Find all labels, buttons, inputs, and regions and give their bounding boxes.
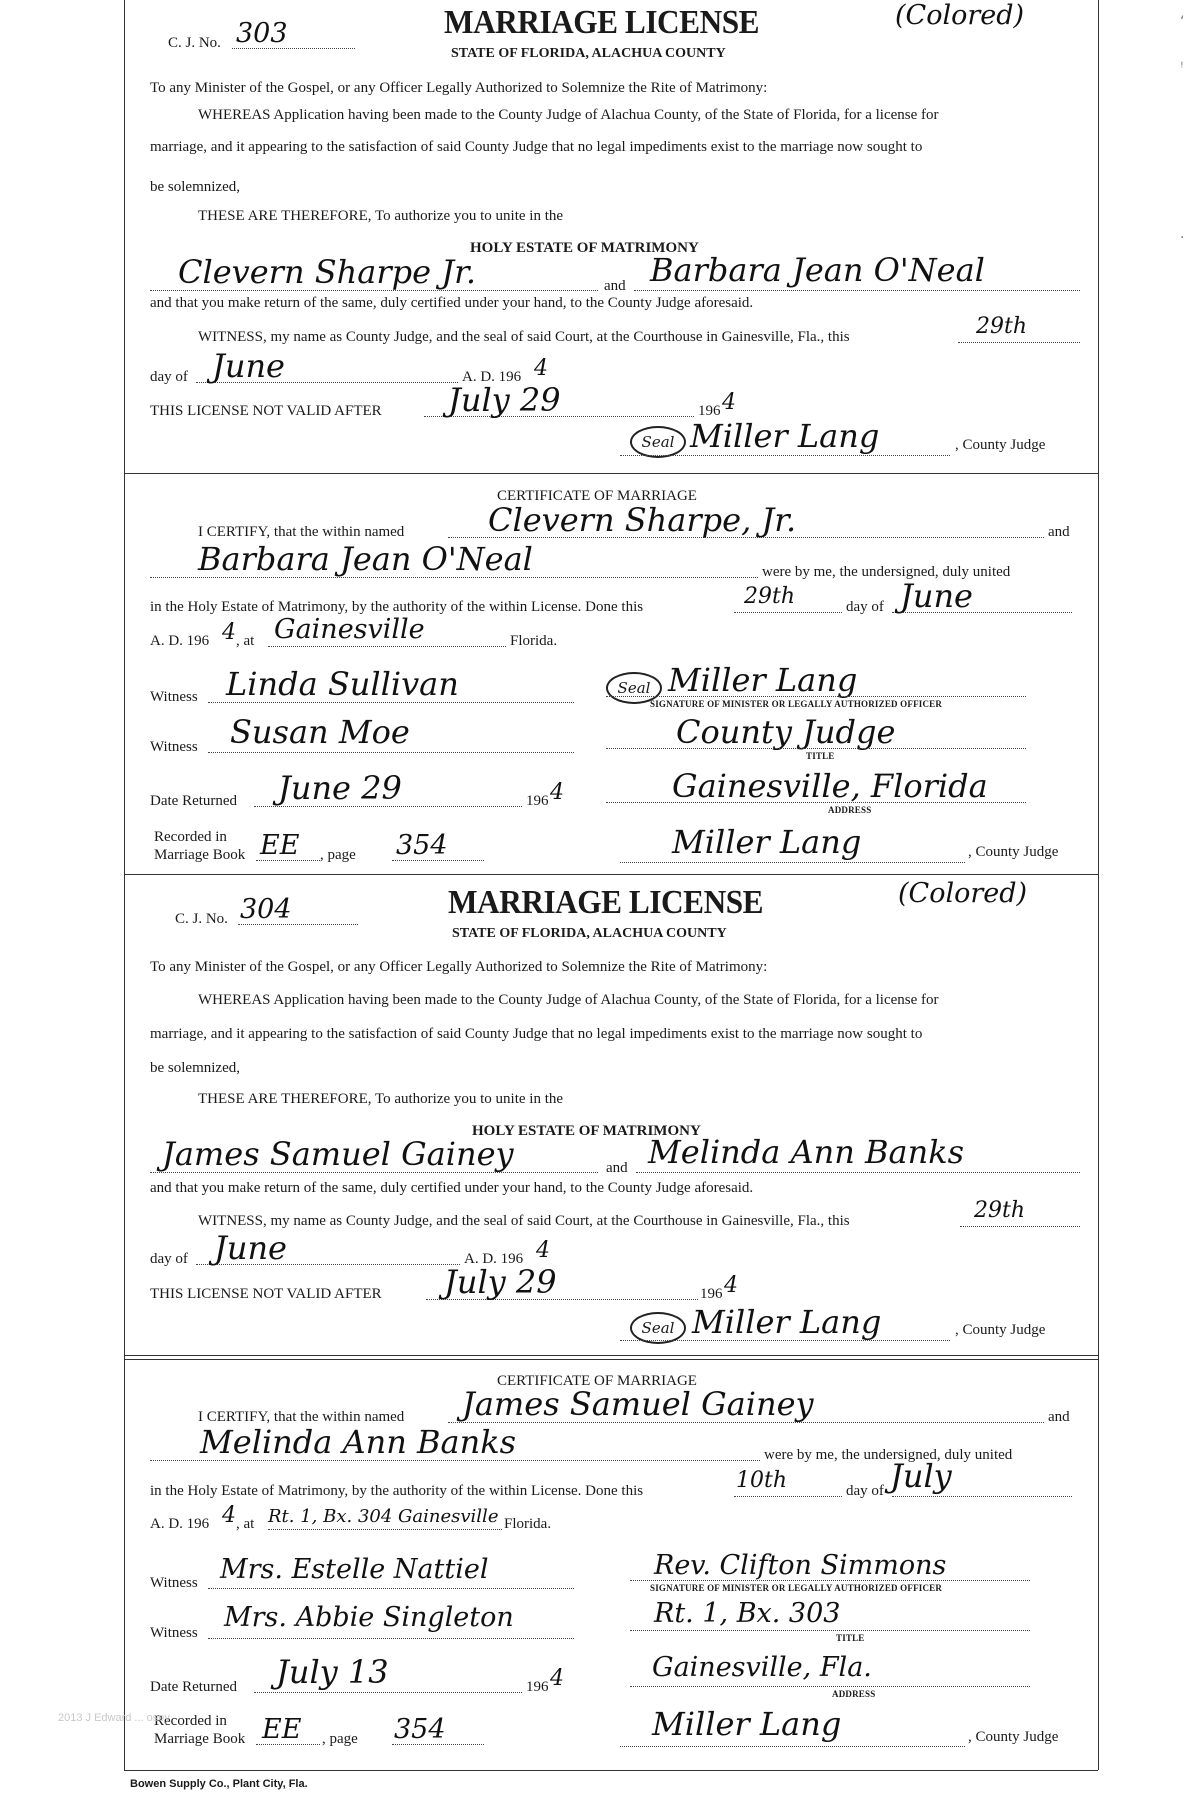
officer-line — [630, 1580, 1030, 1581]
county-judge-label: , County Judge — [955, 437, 1046, 453]
address-caption: ADDRESS — [832, 1689, 876, 1699]
address-line-rule — [630, 1686, 1030, 1687]
page: 354 — [396, 830, 448, 861]
address-line: To any Minister of the Gospel, or any Officer Legally Authorized to Solemnize the Rite of Matrimony: — [150, 80, 768, 96]
certificate-heading: CERTIFICATE OF MARRIAGE — [497, 488, 697, 504]
cert-seal-mark: Seal — [606, 672, 662, 704]
frame-right-border — [1098, 0, 1099, 1770]
done-day-line — [734, 1496, 842, 1497]
united-label: were by me, the undersigned, duly united — [762, 564, 1011, 580]
printer-footer: Bowen Supply Co., Plant City, Fla. — [130, 1778, 308, 1790]
ad-label: A. D. 196 — [462, 369, 522, 385]
license-title: MARRIAGE LICENSE — [448, 884, 764, 921]
done-month: June — [900, 577, 973, 615]
done-day-of-label: day of — [846, 599, 884, 615]
date-returned: June 29 — [278, 769, 402, 807]
bride-name: Barbara Jean O'Neal — [650, 251, 985, 289]
not-valid-year-digit: 4 — [724, 1273, 738, 1298]
whereas-line-1: WHEREAS Application having been made to the County Judge of Alachua County, of the State of Florida, for a license for — [198, 992, 939, 1008]
witness-1-label: Witness — [150, 1575, 198, 1591]
at-label: , at — [236, 633, 255, 649]
date-returned-line — [254, 1692, 522, 1693]
done-day: 29th — [744, 584, 796, 609]
not-valid-date: July 29 — [444, 1263, 557, 1301]
return-line: and that you make return of the same, duly certified under your hand, to the County Judge aforesaid. — [150, 1180, 754, 1196]
officer-signature: Miller Lang — [668, 661, 858, 699]
officer-caption: SIGNATURE OF MINISTER OR LEGALLY AUTHORIZED OFFICER — [650, 699, 943, 709]
cj-label: C. J. No. — [168, 35, 221, 51]
address-value: Gainesville, Florida — [672, 767, 988, 805]
place-line — [268, 646, 506, 647]
groom-name: James Samuel Gainey — [162, 1135, 514, 1173]
witness-month: June — [214, 1229, 287, 1267]
witness-day: 29th — [976, 314, 1028, 339]
ad-year-digit: 4 — [534, 356, 548, 381]
place: Rt. 1, Bx. 304 Gainesville — [268, 1506, 499, 1527]
returned-year-prefix: 196 — [526, 1679, 549, 1695]
cert-groom-name: Clevern Sharpe, Jr. — [488, 501, 797, 539]
whereas-line-1: WHEREAS Application having been made to the County Judge of Alachua County, of the State of Florida, for a license for — [198, 107, 939, 123]
cert-groom-name: James Samuel Gainey — [462, 1385, 814, 1423]
recorded-label-2: Marriage Book — [154, 847, 246, 863]
certify-label: I CERTIFY, that the within named — [198, 524, 405, 540]
cert-bride-name: Barbara Jean O'Neal — [198, 540, 533, 578]
separator-2 — [124, 874, 1098, 875]
witness-day-line — [958, 342, 1080, 343]
not-valid-year-prefix: 196 — [700, 1286, 723, 1302]
recorder-signature: Miller Lang — [672, 823, 862, 861]
officer-line — [606, 696, 1026, 697]
edge-mark-3: · — [1180, 230, 1185, 246]
cert-and-label: and — [1048, 1409, 1070, 1425]
separator-1 — [124, 473, 1098, 474]
book: EE — [260, 830, 300, 861]
witness-line: WITNESS, my name as County Judge, and the seal of said Court, at the Courthouse in Gainesville, Fla., this — [198, 1213, 850, 1229]
book: EE — [262, 1714, 302, 1745]
colored-note: (Colored) — [898, 878, 1028, 909]
seal-mark: Seal — [630, 1312, 686, 1344]
officer-caption: SIGNATURE OF MINISTER OR LEGALLY AUTHORIZED OFFICER — [650, 1583, 943, 1593]
title-value: Rt. 1, Bx. 303 — [654, 1598, 841, 1629]
recorder-line — [620, 1746, 965, 1747]
florida-label: Florida. — [510, 633, 558, 649]
day-of-label: day of — [150, 369, 188, 385]
holy-estate-line: in the Holy Estate of Matrimony, by the authority of the within License. Done this — [150, 599, 644, 615]
return-line: and that you make return of the same, duly certified under your hand, to the County Judge aforesaid. — [150, 295, 754, 311]
whereas-line-2: marriage, and it appearing to the satisfaction of said County Judge that no legal impediments exist to the marriage now sought to — [150, 139, 923, 155]
judge-signature: Miller Lang — [692, 1303, 882, 1341]
not-valid-label: THIS LICENSE NOT VALID AFTER — [150, 403, 382, 419]
witness-2-line — [208, 752, 574, 753]
bride-line — [634, 290, 1080, 291]
recorder-signature: Miller Lang — [652, 1705, 842, 1743]
edge-mark-1: ‘ — [1180, 14, 1185, 30]
ad-year-digit: 4 — [536, 1238, 550, 1263]
judge-signature: Miller Lang — [690, 417, 880, 455]
frame-left-border — [124, 0, 125, 1770]
done-day: 10th — [736, 1468, 788, 1493]
therefore-line: THESE ARE THEREFORE, To authorize you to unite in the — [198, 208, 564, 224]
title-line — [630, 1630, 1030, 1631]
watermark: 2013 J Edward ... osey — [58, 1712, 170, 1724]
judge-line — [620, 1340, 950, 1341]
license-title: MARRIAGE LICENSE — [444, 4, 760, 41]
license-subtitle: STATE OF FLORIDA, ALACHUA COUNTY — [451, 46, 726, 61]
recorder-county-judge-label: , County Judge — [968, 844, 1059, 860]
recorded-label-1: Recorded in — [154, 829, 227, 845]
date-returned-label: Date Returned — [150, 793, 238, 809]
whereas-line-2: marriage, and it appearing to the satisfaction of said County Judge that no legal impediments exist to the marriage now sought to — [150, 1026, 923, 1042]
witness-2: Susan Moe — [230, 713, 410, 751]
officer-signature: Rev. Clifton Simmons — [654, 1550, 947, 1581]
cj-number: 304 — [240, 894, 292, 925]
date-returned: July 13 — [276, 1653, 389, 1691]
title-caption: TITLE — [806, 751, 835, 761]
cj-label: C. J. No. — [175, 911, 228, 927]
address-value: Gainesville, Fla. — [652, 1652, 872, 1683]
united-label: were by me, the undersigned, duly united — [764, 1447, 1013, 1463]
recorder-county-judge-label: , County Judge — [968, 1729, 1059, 1745]
witness-2-line — [208, 1638, 574, 1639]
not-valid-year-digit: 4 — [722, 390, 736, 415]
seal-mark: Seal — [630, 426, 686, 458]
witness-month: June — [212, 347, 285, 385]
address-caption: ADDRESS — [828, 805, 872, 815]
done-day-of-label: day of — [846, 1483, 884, 1499]
holy-estate-heading: HOLY ESTATE OF MATRIMONY — [470, 240, 699, 256]
place: Gainesville — [274, 614, 425, 645]
place-line — [268, 1529, 502, 1530]
address-line: To any Minister of the Gospel, or any Officer Legally Authorized to Solemnize the Rite of Matrimony: — [150, 959, 768, 975]
groom-name: Clevern Sharpe Jr. — [178, 253, 477, 291]
cert-and-label: and — [1048, 524, 1070, 540]
not-valid-date: July 29 — [448, 381, 561, 419]
page-label: , page — [320, 847, 356, 863]
cert-ad-year-digit: 4 — [222, 1503, 236, 1528]
done-month-line — [892, 1496, 1072, 1497]
recorded-label-1: Recorded in — [154, 1713, 227, 1729]
returned-year-digit: 4 — [550, 780, 564, 805]
bride-name: Melinda Ann Banks — [648, 1133, 965, 1171]
day-of-label: day of — [150, 1251, 188, 1267]
colored-note: (Colored) — [895, 0, 1025, 31]
done-day-line — [734, 612, 842, 613]
date-returned-label: Date Returned — [150, 1679, 238, 1695]
not-valid-year-prefix: 196 — [698, 403, 721, 419]
witness-2: Mrs. Abbie Singleton — [224, 1602, 514, 1633]
judge-line — [620, 455, 950, 456]
witness-1: Linda Sullivan — [226, 665, 459, 703]
holy-estate-heading: HOLY ESTATE OF MATRIMONY — [472, 1123, 701, 1139]
returned-year-prefix: 196 — [526, 793, 549, 809]
witness-day: 29th — [974, 1198, 1026, 1223]
whereas-line-3: be solemnized, — [150, 179, 240, 195]
and-label: and — [606, 1160, 628, 1176]
witness-1-line — [208, 1588, 574, 1589]
not-valid-label: THIS LICENSE NOT VALID AFTER — [150, 1286, 382, 1302]
address-line-rule — [606, 802, 1026, 803]
page-label: , page — [322, 1731, 358, 1747]
certify-label: I CERTIFY, that the within named — [198, 1409, 405, 1425]
cert-ad-label: A. D. 196 — [150, 633, 210, 649]
at-label: , at — [236, 1516, 255, 1532]
cert-ad-label: A. D. 196 — [150, 1516, 210, 1532]
separator-3 — [124, 1355, 1098, 1360]
holy-estate-line: in the Holy Estate of Matrimony, by the authority of the within License. Done this — [150, 1483, 644, 1499]
ad-label: A. D. 196 — [464, 1251, 524, 1267]
bottom-border — [124, 1770, 1098, 1771]
witness-1-label: Witness — [150, 689, 198, 705]
therefore-line: THESE ARE THEREFORE, To authorize you to unite in the — [198, 1091, 564, 1107]
title-caption: TITLE — [836, 1633, 865, 1643]
witness-line: WITNESS, my name as County Judge, and the seal of said Court, at the Courthouse in Gainesville, Fla., this — [198, 329, 850, 345]
whereas-line-3: be solemnized, — [150, 1060, 240, 1076]
witness-day-line — [960, 1226, 1080, 1227]
cert-bride-name: Melinda Ann Banks — [200, 1423, 517, 1461]
edge-mark-2: ꜝ — [1180, 60, 1184, 76]
recorder-line — [620, 862, 965, 863]
cert-ad-year-digit: 4 — [222, 620, 236, 645]
witness-1: Mrs. Estelle Nattiel — [220, 1554, 489, 1585]
license-subtitle: STATE OF FLORIDA, ALACHUA COUNTY — [452, 926, 727, 941]
page: 354 — [394, 1714, 446, 1745]
title-value: County Judge — [676, 713, 896, 751]
county-judge-label: , County Judge — [955, 1322, 1046, 1338]
certificate-heading: CERTIFICATE OF MARRIAGE — [497, 1373, 697, 1389]
cj-number: 303 — [236, 18, 288, 49]
recorded-label-2: Marriage Book — [154, 1731, 246, 1747]
bride-line — [636, 1172, 1080, 1173]
done-month: July — [890, 1457, 952, 1495]
and-label: and — [604, 278, 626, 294]
witness-2-label: Witness — [150, 1625, 198, 1641]
title-line — [606, 748, 1026, 749]
returned-year-digit: 4 — [550, 1666, 564, 1691]
florida-label: Florida. — [504, 1516, 552, 1532]
witness-2-label: Witness — [150, 739, 198, 755]
